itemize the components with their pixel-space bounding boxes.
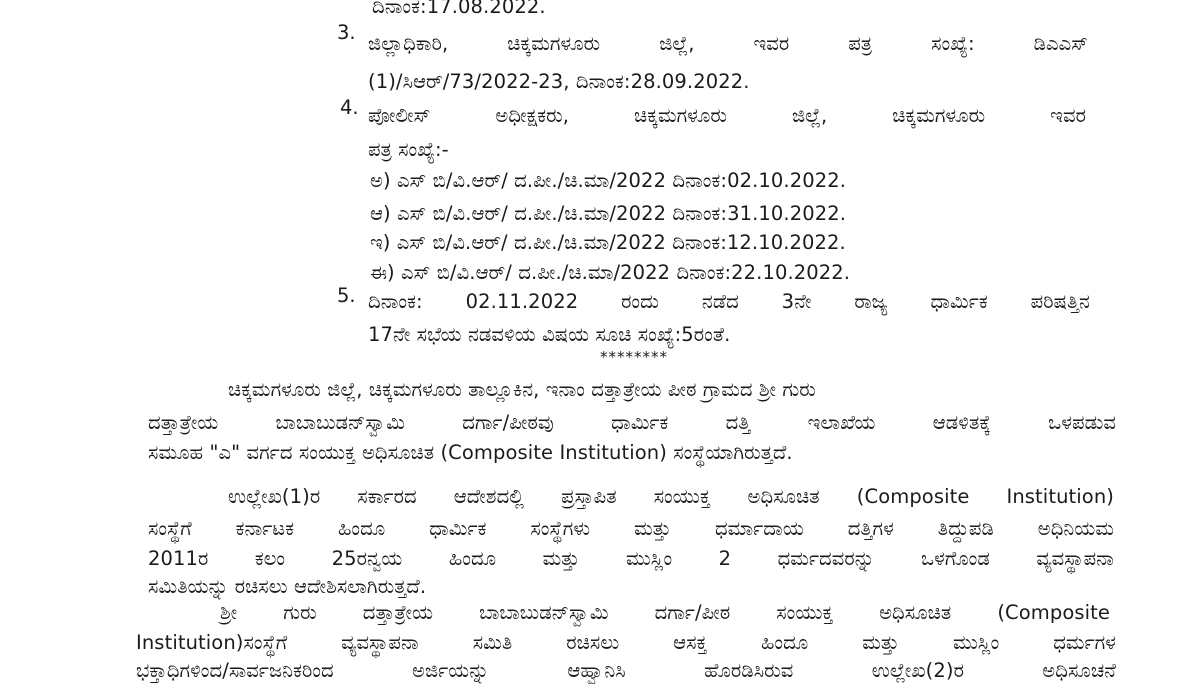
ref-item-4-sub-aa: ಆ) ಎಸ್ ಬಿ/ವಿ.ಆರ್/ ದ.ಪೀ./ಚಿ.ಮಾ/2022 ದಿನಾಂಕ:31.10.2022.	[370, 202, 847, 225]
ref-item-4-line-2: ಪತ್ರ ಸಂಖ್ಯೆ:-	[368, 138, 449, 161]
ref-item-4-sub-a: ಅ) ಎಸ್ ಬಿ/ವಿ.ಆರ್/ ದ.ಪೀ./ಚಿ.ಮಾ/2022 ದಿನಾಂಕ:02.10.2022.	[370, 169, 847, 192]
ref-item-5-line-2: 17ನೇ ಸಭೆಯ ನಡವಳಿಯ ವಿಷಯ ಸೂಚಿ ಸಂಖ್ಯೆ:5ರಂತೆ.	[368, 323, 731, 346]
ref-item-4-line-1: ಪೋಲೀಸ್ ಅಧೀಕ್ಷಕರು, ಚಿಕ್ಕಮಗಳೂರು ಜಿಲ್ಲೆ, ಚಿಕ್ಕಮಗಳೂರು ಇವರ	[368, 104, 1086, 127]
ref-item-3-line-1: ಜಿಲ್ಲಾಧಿಕಾರಿ, ಚಿಕ್ಕಮಗಳೂರು ಜಿಲ್ಲೆ, ಇವರ ಪತ್ರ ಸಂಖ್ಯೆ: ಡಿಎಎಸ್	[368, 32, 1088, 55]
ref-item-5-line-1: ದಿನಾಂಕ: 02.11.2022 ರಂದು ನಡೆದ 3ನೇ ರಾಜ್ಯ ಧಾರ್ಮಿಕ ಪರಿಷತ್ತಿನ	[368, 290, 1090, 313]
paragraph-2-line-3: 2011ರ ಕಲಂ 25ರನ್ವಯ ಹಿಂದೂ ಮತ್ತು ಮುಸ್ಲಿಂ 2 ಧರ್ಮದವರನ್ನು ಒಳಗೊಂಡ ವ್ಯವಸ್ಥಾಪನಾ	[148, 547, 1114, 570]
ref-item-4-sub-ii: ಈ) ಎಸ್ ಬಿ/ವಿ.ಆರ್/ ದ.ಪೀ./ಚಿ.ಮಾ/2022 ದಿನಾಂಕ:22.10.2022.	[370, 261, 851, 284]
paragraph-1-line-2: ದತ್ತಾತ್ರೇಯ ಬಾಬಾಬುಡನ್‌ಸ್ವಾಮಿ ದರ್ಗಾ/ಪೀಠವು ಧಾರ್ಮಿಕ ದತ್ತಿ ಇಲಾಖೆಯ ಆಡಳಿತಕ್ಕೆ ಒಳಪಡುವ	[148, 411, 1116, 434]
separator-stars: ********	[600, 348, 668, 366]
paragraph-3-line-1: ಶ್ರೀ ಗುರು ದತ್ತಾತ್ರೇಯ ಬಾಬಾಬುಡನ್‌ಸ್ವಾಮಿ ದರ್ಗಾ/ಪೀಠ ಸಂಯುಕ್ತ ಅಧಿಸೂಚಿತ (Composite	[220, 601, 1110, 624]
top-date-fragment: ದಿನಾಂಕ:17.08.2022.	[372, 0, 546, 18]
paragraph-3-line-2: Institution)ಸಂಸ್ಥೆಗೆ ವ್ಯವಸ್ಥಾಪನಾ ಸಮಿತಿ ರಚಿಸಲು ಆಸಕ್ತ ಹಿಂದೂ ಮತ್ತು ಮುಸ್ಲಿಂ ಧರ್ಮಗಳ	[136, 631, 1116, 654]
ref-item-5-number: 5.	[337, 284, 356, 307]
paragraph-1-line-3: ಸಮೂಹ "ಎ" ವರ್ಗದ ಸಂಯುಕ್ತ ಅಧಿಸೂಚಿತ (Composite Institution) ಸಂಸ್ಥೆಯಾಗಿರುತ್ತದೆ.	[148, 441, 793, 464]
ref-item-3-number: 3.	[337, 21, 356, 44]
paragraph-3-line-3: ಭಕ್ತಾಧಿಗಳಿಂದ/ಸಾರ್ವಜನಿಕರಿಂದ ಅರ್ಜಿಯನ್ನು ಆಹ್ವಾನಿಸಿ ಹೊರಡಿಸಿರುವ ಉಲ್ಲೇಖ(2)ರ ಅಧಿಸೂಚನೆ	[136, 659, 1116, 682]
paragraph-2-line-2: ಸಂಸ್ಥೆಗೆ ಕರ್ನಾಟಕ ಹಿಂದೂ ಧಾರ್ಮಿಕ ಸಂಸ್ಥೆಗಳು ಮತ್ತು ಧರ್ಮಾದಾಯ ದತ್ತಿಗಳ ತಿದ್ದುಪಡಿ ಅಧಿನಿಯಮ	[148, 517, 1114, 540]
paragraph-2-line-4: ಸಮಿತಿಯನ್ನು ರಚಿಸಲು ಆದೇಶಿಸಲಾಗಿರುತ್ತದೆ.	[148, 575, 427, 598]
ref-item-4-number: 4.	[340, 96, 359, 119]
paragraph-1-line-1: ಚಿಕ್ಕಮಗಳೂರು ಜಿಲ್ಲೆ, ಚಿಕ್ಕಮಗಳೂರು ತಾಲ್ಲೂಕಿನ, ಇನಾಂ ದತ್ತಾತ್ರೇಯ ಪೀಠ ಗ್ರಾಮದ ಶ್ರೀ ಗುರು	[228, 378, 816, 401]
paragraph-2-line-1: ಉಲ್ಲೇಖ(1)ರ ಸರ್ಕಾರದ ಆದೇಶದಲ್ಲಿ ಪ್ರಸ್ತಾಪಿತ ಸಂಯುಕ್ತ ಅಧಿಸೂಚಿತ (Composite Institution)	[228, 485, 1114, 508]
ref-item-4-sub-i: ಇ) ಎಸ್ ಬಿ/ವಿ.ಆರ್/ ದ.ಪೀ./ಚಿ.ಮಾ/2022 ದಿನಾಂಕ:12.10.2022.	[370, 231, 846, 254]
ref-item-3-line-2: (1)/ಸಿಆರ್/73/2022-23, ದಿನಾಂಕ:28.09.2022.	[368, 70, 750, 93]
